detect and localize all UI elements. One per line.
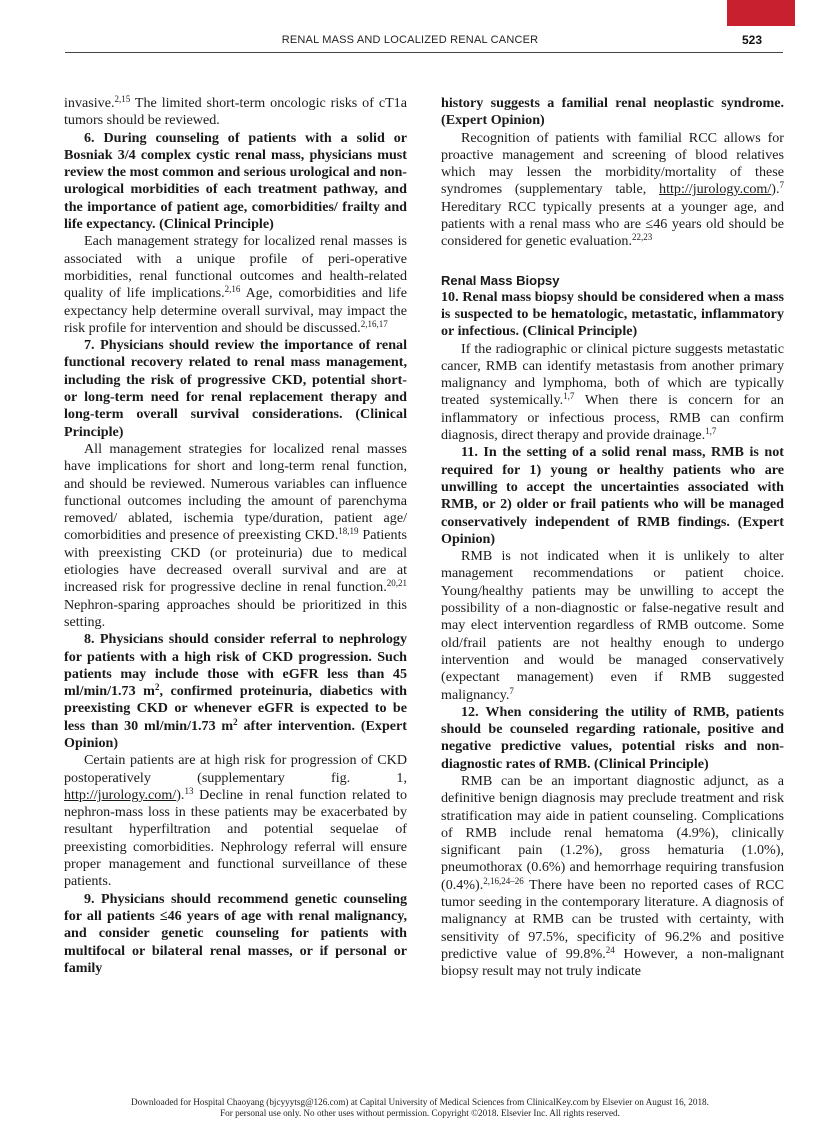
- recommendation-9: 9. Physicians should recommend genetic counseling for all patients ≤46 years of age with renal malignancy, and consider genetic counseling for patients with multifocal or bilateral renal masses, or if personal or family: [64, 890, 407, 976]
- citation: 1,7: [563, 391, 575, 402]
- paragraph: Recognition of patients with familial RCC allows for proactive management and screening of blood relatives which may lessen the morbidity/mortality of these syndromes (supplementary table, http://jurology.com/).$^7$ Hereditary RCC typically presents at a younger age, and patients with a renal mass who are ≤46 years old should be considered for genetic evaluation.$^{22,23}$: [441, 129, 784, 250]
- copyright-notice: For personal use only. No other uses without permission. Copyright ©2018. Elsevier Inc. All rights reserved.: [220, 1108, 620, 1118]
- supplement-link[interactable]: http://jurology.com/: [659, 181, 772, 198]
- recommendation-11: 11. In the setting of a solid renal mass, RMB is not required for 1) young or healthy patients who are unwilling to accept the uncertainties associated with RMB, or 2) older or frail patients who will be managed conservatively independent of RMB findings. (Expert Opinion): [441, 444, 784, 547]
- citation: 24: [605, 944, 615, 955]
- citation: 2,16,17: [360, 318, 388, 329]
- citation: 13: [184, 785, 194, 796]
- citation: 2,16: [224, 284, 241, 295]
- citation: 1,7: [705, 426, 717, 437]
- paragraph: Certain patients are at high risk for progression of CKD postoperatively (supplementary fig. 1, http://jurology.com/).$^{13}$ Decline in renal function related to nephron-mass loss in these patients may be exacerbated by resultant hyperfiltration and potential sequelae of preexisting comorbidities. Nephrology referral will ensure proper management and functional surveillance of these patients.: [64, 752, 407, 890]
- recommendation-8: 8. Physicians should consider referral to nephrology for patients with a high risk of CKD progression. Such patients may include those with eGFR less than 45 ml/min/1.73 $m^2$, confirmed proteinuria, diabetics with preexisting CKD or whenever eGFR is expected to be less than 30 ml/min/1.73 $m^2$ after intervention. (Expert Opinion): [64, 631, 408, 751]
- citation: 2,16,24–26: [483, 875, 524, 886]
- recommendation-9-continued: history suggests a familial renal neoplastic syndrome. (Expert Opinion): [441, 95, 784, 129]
- download-notice: Downloaded for Hospital Chaoyang (bjcyyytsg@126.com) at Capital University of Medical Sciences from ClinicalKey.com by Elsevier on August 16, 2018.: [131, 1097, 709, 1107]
- running-head: RENAL MASS AND LOCALIZED RENAL CANCER: [281, 34, 539, 46]
- journal-corner-tab: [727, 0, 795, 26]
- citation: 2,15: [114, 94, 131, 104]
- citation: 20,21: [386, 578, 407, 589]
- recommendation-12: 12. When considering the utility of RMB, patients should be counseled regarding rationale, positive and negative predictive values, potential risks and non-diagnostic rates of RMB. (Clinical Principle): [441, 703, 784, 772]
- paragraph: RMB is not indicated when it is unlikely to alter management recommendations or patient choice. Young/healthy patients may be unwilling to accept the possibility of a non-diagnostic or false-negative result and may elect intervention regardless of RMB outcome. Some old/frail patients are not healthy enough to undergo intervention and would be managed conservatively (expectant management) even if RMB suggested malignancy.$^7$: [441, 548, 784, 703]
- paragraph: All management strategies for localized renal masses have implications for short and long-term renal function, and should be reviewed. Numerous variables can influence functional outcomes including the amount of parenchyma removed/ ablated, ischemia type/duration, patient age/ comorbidities and presence of preexisting CKD.$^{18,19}$ Patients with preexisting CKD (or proteinuria) due to medical etiologies have decreased overall survival and are at increased risk for progressive decline in renal function.$^{20,21}$ Nephron-sparing approaches should be prioritized in this setting.: [64, 440, 408, 630]
- recommendation-6: 6. During counseling of patients with a solid or Bosniak 3/4 complex cystic renal mass, physicians must review the most common and serious urological and non-urological morbidities of each treatment pathway, and the importance of patient age, comorbidities/ frailty and life expectancy. (Clinical Principle): [64, 129, 407, 233]
- recommendation-7: 7. Physicians should review the importance of renal functional recovery related to renal mass management, including the risk of progressive CKD, potential short- or long-term need for renal replacement therapy and long-term overall survival considerations. (Clinical Principle): [64, 337, 407, 440]
- citation: 18,19: [338, 526, 359, 537]
- section-heading: Renal Mass Biopsy: [441, 272, 560, 288]
- left-column: [64, 95, 407, 977]
- paragraph: RMB can be an important diagnostic adjunct, as a definitive benign diagnosis may preclude treatment and risk stratification may aide in patient counseling. Complications of RMB include renal hematoma (4.9%), clinically significant pain (1.2%), gross hematuria (1.0%), pneumothorax (0.6%) and hemorrhage requiring transfusion (0.4%).$^{2,16,24-26}$ There have been no reported cases of RCC tumor seeding in the contemporary literature. A diagnosis of malignancy at RMB can be trusted with certainty, with sensitivity of 97.5%, specificity of 96.2% and positive predictive value of 99.8%.$^{24}$ However, a non-malignant biopsy result may not truly indicate: [441, 772, 784, 980]
- recommendation-10: 10. Renal mass biopsy should be considered when a mass is suspected to be hematologic, metastatic, inflammatory or infectious. (Clinical Principle): [441, 288, 784, 340]
- citation: 22,23: [631, 232, 653, 243]
- citation: 7: [509, 685, 514, 696]
- right-column: [441, 95, 784, 981]
- header-rule: [65, 52, 783, 53]
- paragraph: invasive.$^{2,15}$ The limited short-term oncologic risks of cT1a tumors should be reviewed.: [64, 94, 407, 129]
- paragraph: Each management strategy for localized renal masses is associated with a unique profile of peri-operative morbidities, renal functional outcomes and health-related quality of life implications.$^{2,16}$ Age, comorbidities and life expectancy help determine overall survival, may impact the risk profile for intervention and should be discussed.$^{2,16,17}$: [64, 233, 408, 336]
- supplement-link[interactable]: http://jurology.com/: [64, 786, 177, 803]
- citation: 7: [779, 180, 784, 191]
- paragraph: If the radiographic or clinical picture suggests metastatic cancer, RMB can identify metastasis from another primary malignancy and lymphoma, both of which are typically treated systemically.$^{1,7}$ When there is concern for an inflammatory or infectious process, RMB can confirm diagnosis, direct therapy and provide drainage.$^{1,7}$: [441, 340, 784, 444]
- page-number: 523: [742, 33, 763, 47]
